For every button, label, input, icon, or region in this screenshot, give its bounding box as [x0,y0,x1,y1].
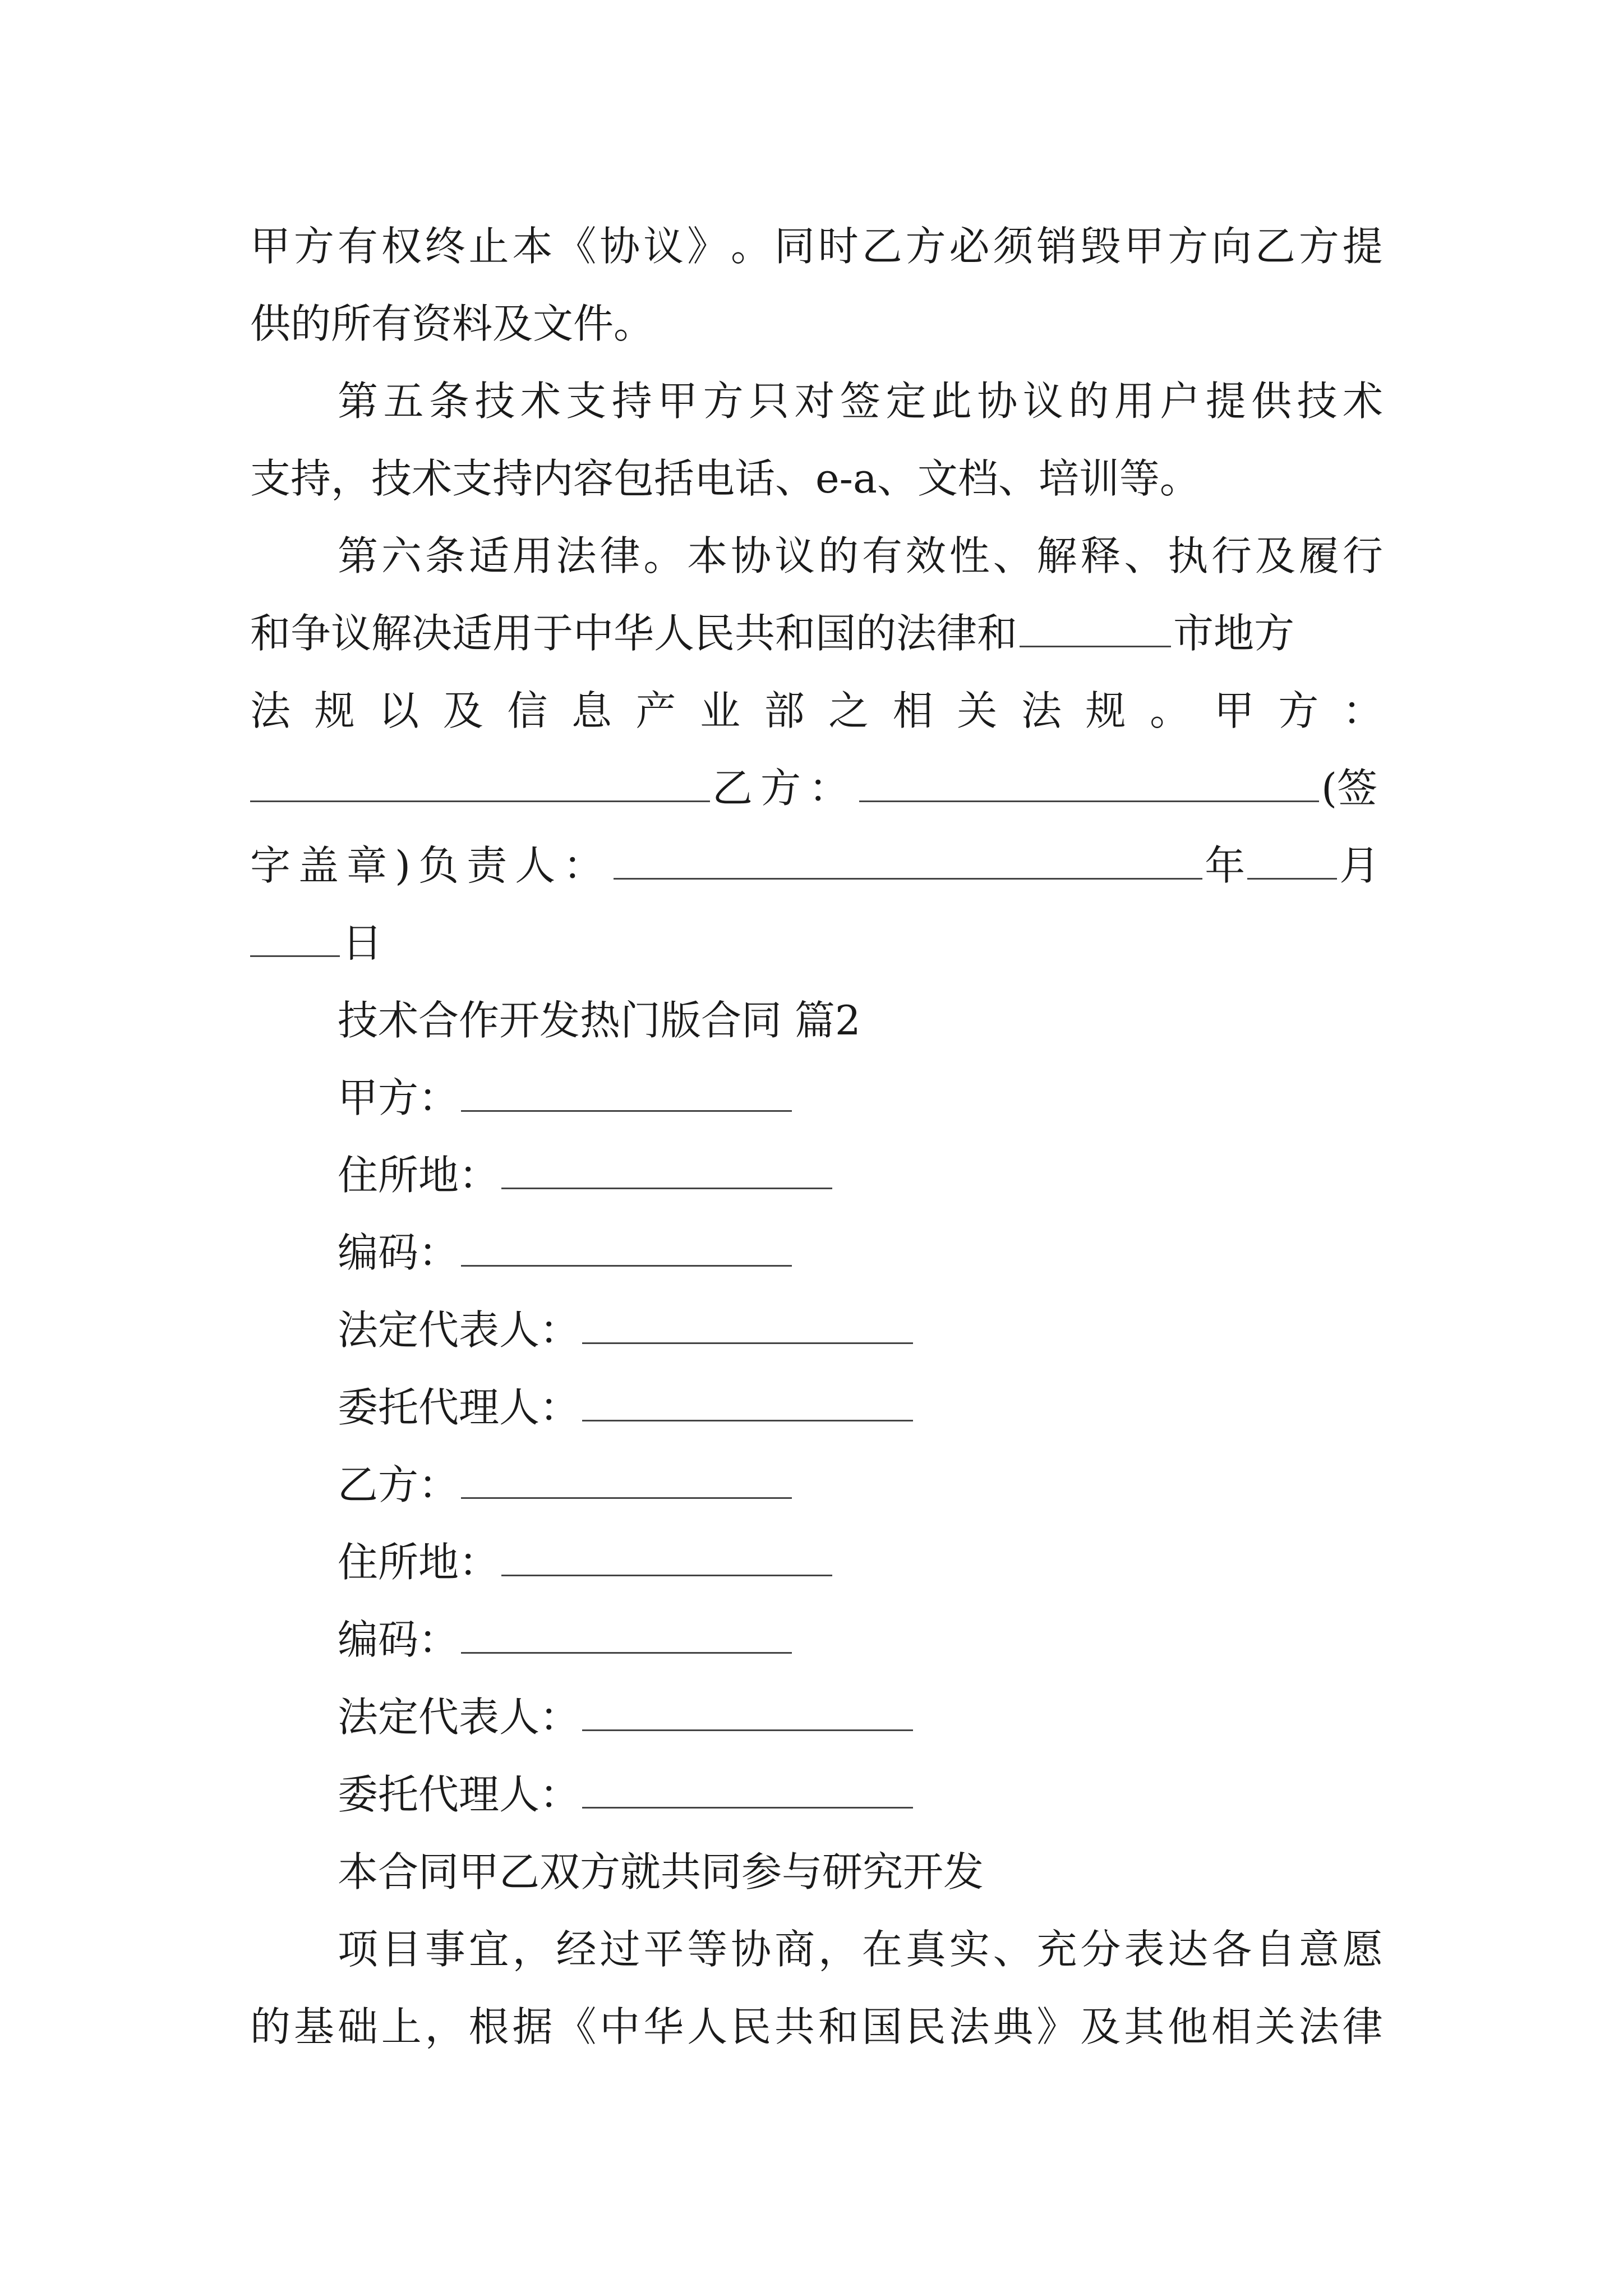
month-blank [1247,839,1337,880]
paragraph-line: 供的所有资料及文件。 [250,300,654,347]
party-field-row [250,1756,1383,1833]
party-field-blank [461,1071,792,1112]
section-heading: 技术合作开发热门版合同 篇2 [338,997,861,1044]
paragraph-line: 支持，技术支持内容包括电话、e-a、文档、培训等。 [250,455,1200,502]
party-field-row [250,1678,1383,1756]
month-label: 月 [1339,842,1380,889]
party-field-row [250,1291,1383,1369]
paragraph-line: 第 五 条 技 术 支 持 甲 方 只 对 签 定 此 协 议 的 用 户 提 供 技 术 [338,378,1383,425]
party-field-blank [501,1535,832,1576]
signature-line [250,827,1383,904]
responsible-person-blank [614,839,1202,880]
party-field-row [250,1214,1383,1291]
year-label: 年 [1205,842,1246,889]
responsible-person-label: 字盖章)负责人： [250,842,612,889]
party-field-row [250,1137,1383,1214]
day-label: 日 [342,919,383,967]
paragraph-line: 第 六 条 适 用 法 律 。 本 协 议 的 有 效 性 、 解 释 、 执 行 及 履 行 [338,532,1383,579]
party-field-label: 委托代理人： [338,1384,580,1431]
law-clause-text: 和争议解决适用于中华人民共和国的法律和 [250,610,1018,657]
paragraph-line: 法 规 以 及 信 息 产 业 部 之 相 关 法 规 。 甲 方 ： [250,687,1383,734]
party-field-blank [582,1303,913,1344]
party-field-row [250,1601,1383,1678]
party-field-label: 编码： [338,1229,459,1276]
city-blank [1020,606,1171,647]
paragraph-line: 项 目 事 宜 ， 经 过 平 等 协 商 ， 在 真 实 、 充 分 表 达 各 自 意 愿 [338,1926,1383,1973]
day-blank [250,916,340,957]
party-field-label: 编码： [338,1616,459,1663]
party-field-label: 住所地： [338,1539,500,1586]
party-field-blank [461,1613,792,1654]
party-field-blank [461,1458,792,1499]
party-a-signature-blank [250,761,710,802]
paragraph-line: 本合同甲乙双方就共同参与研究开发 [338,1848,984,1895]
party-field-blank [501,1148,832,1189]
party-field-label: 甲方： [338,1074,459,1121]
party-field-blank [582,1381,913,1421]
party-field-row [250,1059,1383,1137]
party-field-blank [582,1768,913,1809]
paragraph-line: 的 基 础 上 ， 根 据 《 中 华 人 民 共 和 国 民 法 典 》 及 其 他 相 关 法 律 [250,2003,1383,2050]
local-law-text: 市地方 [1173,610,1295,657]
party-field-blank [582,1690,913,1731]
party-field-label: 住所地： [338,1152,500,1199]
party-b-label: 乙方： [712,765,857,812]
party-field-blank [461,1226,792,1267]
paragraph-line [250,595,1383,672]
party-field-row [250,1369,1383,1446]
paragraph-line: 甲 方 有 权 终 止 本 《 协 议 》 。 同 时 乙 方 必 须 销 毁 甲 方 向 乙 方 提 [250,223,1383,270]
party-field-label: 委托代理人： [338,1771,580,1818]
signature-line [250,749,1383,827]
signature-line [250,904,1383,982]
party-field-row [250,1524,1383,1601]
document-body [250,208,1383,2065]
party-field-row [250,1446,1383,1524]
party-b-signature-blank [859,761,1319,802]
party-field-label: 乙方： [338,1461,459,1508]
party-field-label: 法定代表人： [338,1694,580,1741]
party-field-label: 法定代表人： [338,1306,580,1354]
seal-label: (签 [1321,765,1378,812]
